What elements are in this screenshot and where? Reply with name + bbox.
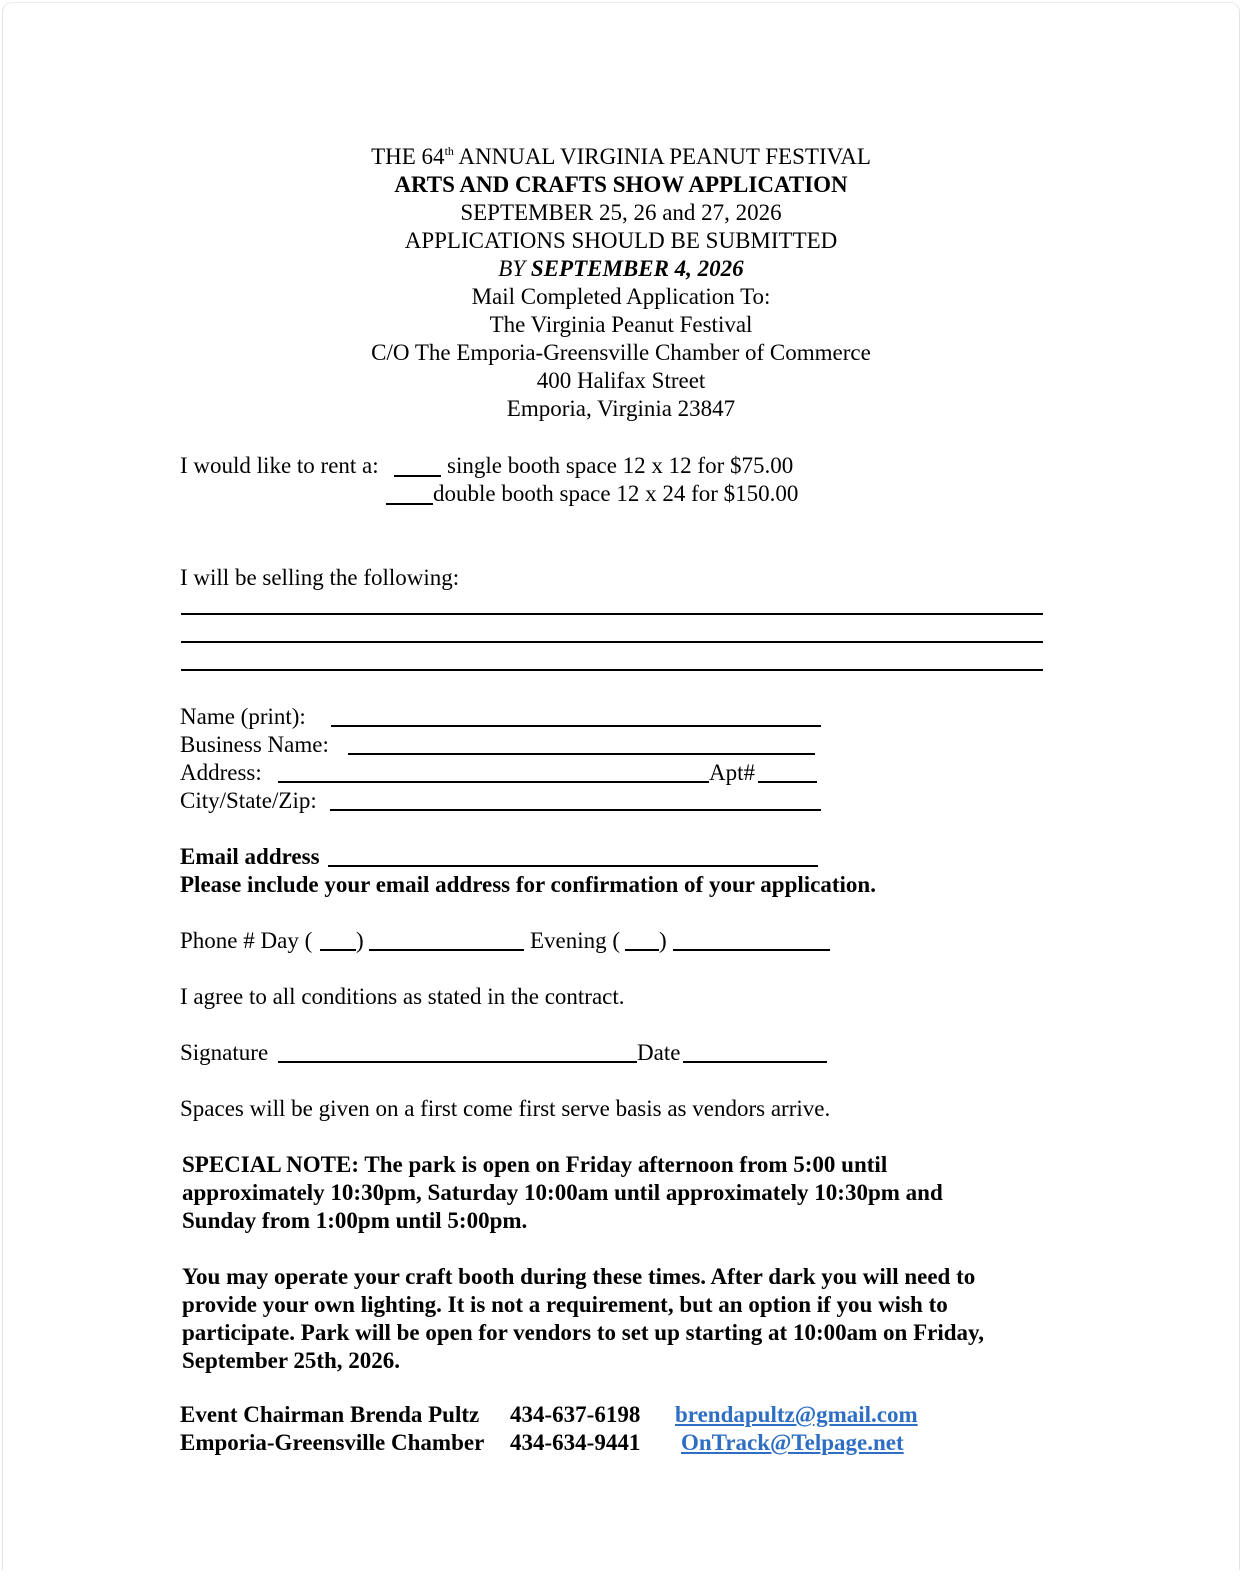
mail-recipient: The Virginia Peanut Festival [489,312,753,337]
name-field[interactable] [331,725,821,727]
contact-name-2: Emporia-Greensville Chamber [180,1430,485,1455]
event-dates: SEPTEMBER 25, 26 and 27, 2026 [460,200,782,225]
date-label: Date [637,1040,681,1065]
city-label: City/State/Zip: [180,788,317,813]
selling-label: I will be selling the following: [180,565,460,590]
submission-notice: APPLICATIONS SHOULD BE SUBMITTED [404,228,838,253]
mail-city: Emporia, Virginia 23847 [506,396,736,421]
rent-label: I would like to rent a: [180,453,379,478]
document-header [3,143,1239,423]
mail-to-label: Mail Completed Application To: [471,284,771,309]
festival-title: THE 64th ANNUAL VIRGINIA PEANUT FESTIVAL [371,144,871,169]
operate-note: You may operate your craft booth during these times. After dark you will need to provide your own lighting. It is not a requirement, but an option if you wish to participate. Park will be open for vendors to set up starting at 10:00am on Friday, September 25th, 2026. [182,1264,984,1373]
mail-care-of: C/O The Emporia-Greensville Chamber of Commerce [371,340,871,365]
phone-day-close: ) [356,928,364,953]
application-page [2,2,1240,1570]
contact-email-link-1[interactable]: brendapultz@gmail.com [675,1402,918,1427]
application-title: ARTS AND CRAFTS SHOW APPLICATION [394,172,848,197]
email-label: Email address [180,844,320,869]
apt-label: Apt# [709,760,755,785]
deadline: BY SEPTEMBER 4, 2026 [498,256,744,281]
date-field[interactable] [683,1061,827,1063]
address-field[interactable] [278,781,709,783]
signature-field[interactable] [278,1061,637,1063]
contact-email-link-2[interactable]: OnTrack@Telpage.net [681,1430,904,1455]
signature-label: Signature [180,1040,269,1065]
selling-line-1[interactable] [181,613,1043,615]
selling-line-2[interactable] [181,641,1043,643]
phone-day-label: Phone # Day ( [180,928,313,953]
business-label: Business Name: [180,732,329,757]
mail-street: 400 Halifax Street [536,368,706,393]
selling-line-3[interactable] [181,669,1043,671]
single-booth-blank[interactable] [394,475,441,477]
phone-day-area-field[interactable] [320,949,356,951]
evening-close: ) [659,928,667,953]
spaces-note: Spaces will be given on a first come first serve basis as vendors arrive. [180,1096,831,1121]
phone-evening-area-field[interactable] [625,949,659,951]
evening-label: Evening ( [530,928,621,953]
agree-statement: I agree to all conditions as stated in the contract. [180,984,625,1009]
double-booth-option: double booth space 12 x 24 for $150.00 [433,481,799,506]
name-label: Name (print): [180,704,306,729]
phone-day-field[interactable] [369,949,524,951]
double-booth-blank[interactable] [386,503,433,505]
phone-evening-field[interactable] [673,949,830,951]
email-note: Please include your email address for confirmation of your application. [180,872,876,897]
address-label: Address: [180,760,262,785]
special-note: SPECIAL NOTE: The park is open on Friday afternoon from 5:00 until approximately 10:30pm, Saturday 10:00am until approximately 10:30pm and Sunday from 1:00pm until 5:00pm. [182,1152,943,1233]
contact-phone-1: 434-637-6198 [510,1402,641,1427]
email-field[interactable] [328,865,818,867]
city-field[interactable] [330,809,821,811]
contact-name-1: Event Chairman Brenda Pultz [180,1402,480,1427]
apt-field[interactable] [758,781,817,783]
single-booth-option: single booth space 12 x 12 for $75.00 [447,453,794,478]
business-field[interactable] [348,753,815,755]
contact-phone-2: 434-634-9441 [510,1430,641,1455]
